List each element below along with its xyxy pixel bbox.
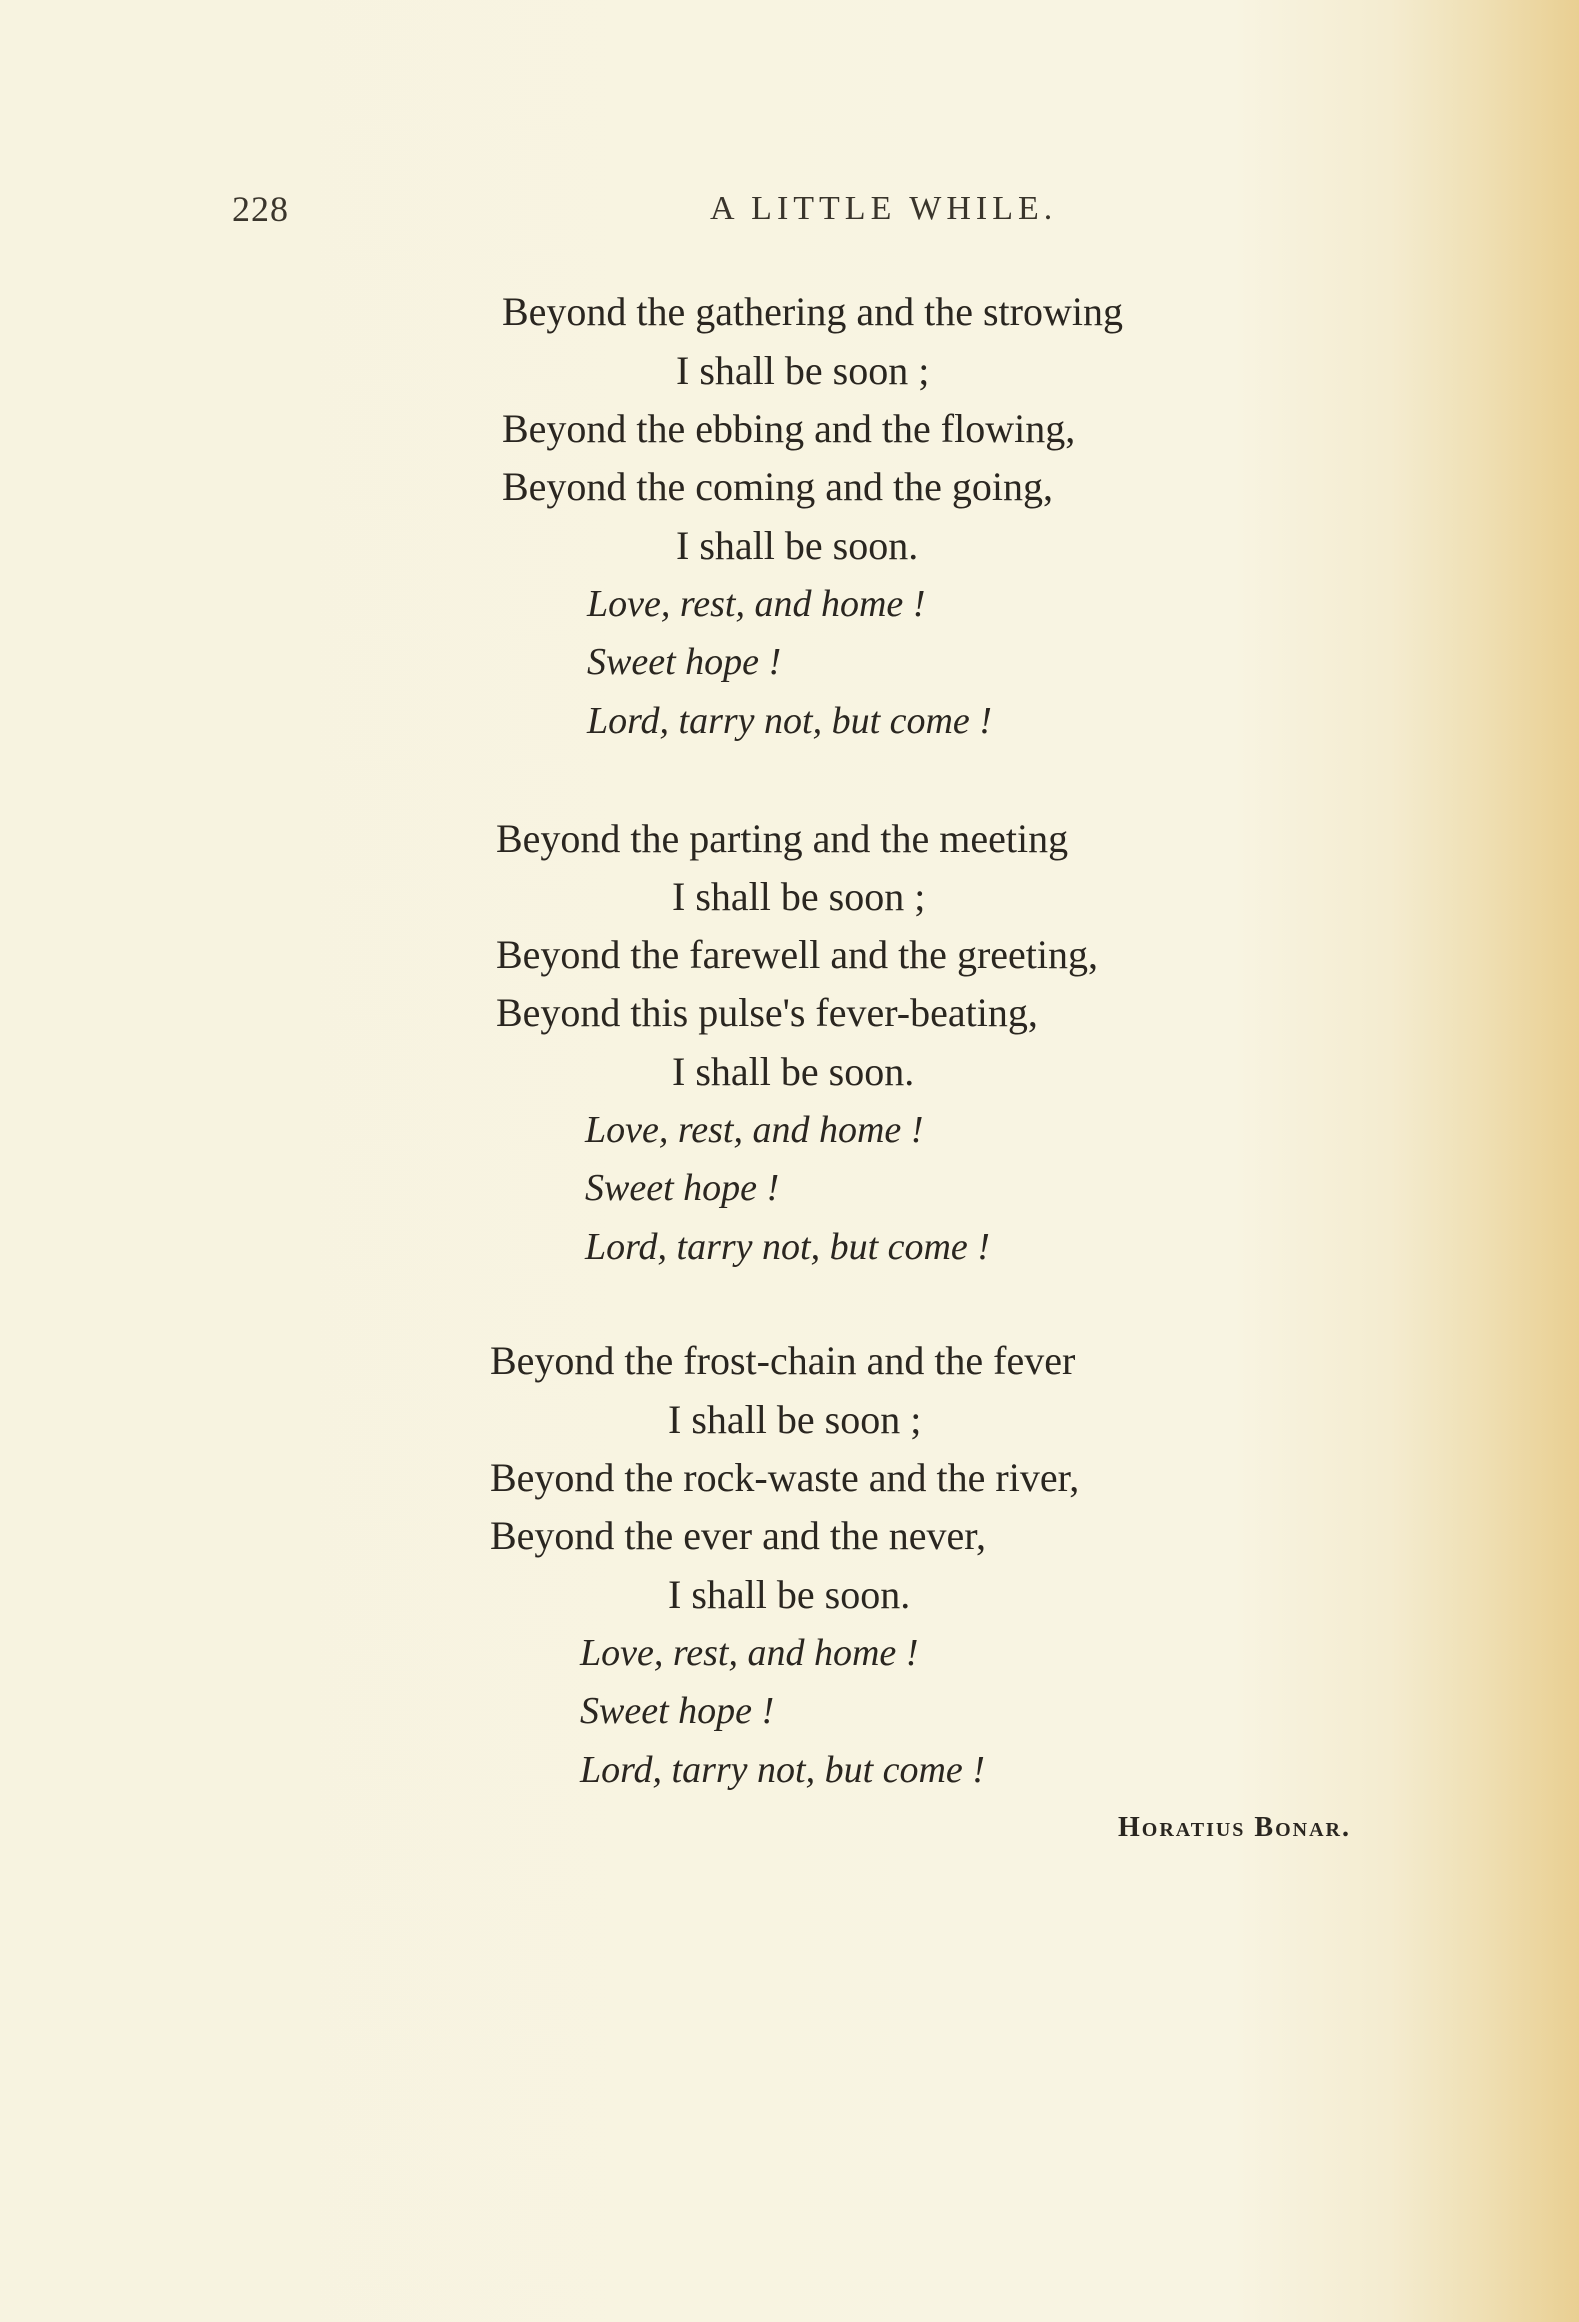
refrain-line: Sweet hope ! xyxy=(585,1167,780,1209)
refrain-line: Sweet hope ! xyxy=(580,1690,775,1732)
poem-line: I shall be soon. xyxy=(672,1049,915,1094)
refrain-line: Lord, tarry not, but come ! xyxy=(585,1226,990,1268)
poem-line: I shall be soon ; xyxy=(668,1397,922,1442)
refrain-line: Love, rest, and home ! xyxy=(585,1109,924,1151)
poem-line: Beyond the ever and the never, xyxy=(490,1513,986,1558)
page-number: 228 xyxy=(232,189,289,229)
poem-line: I shall be soon ; xyxy=(672,874,926,919)
poem-line: I shall be soon. xyxy=(668,1572,911,1617)
refrain-line: Lord, tarry not, but come ! xyxy=(580,1749,985,1791)
refrain-line: Sweet hope ! xyxy=(587,641,782,683)
refrain-line: Love, rest, and home ! xyxy=(587,583,926,625)
poem-line: Beyond this pulse's fever-beating, xyxy=(496,990,1038,1035)
poem-line: Beyond the rock-waste and the river, xyxy=(490,1455,1080,1500)
refrain-line: Lord, tarry not, but come ! xyxy=(587,700,992,742)
poem-line: I shall be soon. xyxy=(676,523,919,568)
poem-line: Beyond the frost-chain and the fever xyxy=(490,1338,1076,1383)
poem-line: Beyond the farewell and the greeting, xyxy=(496,932,1098,977)
poem-line: Beyond the gathering and the strowing xyxy=(502,289,1123,334)
poem-line: I shall be soon ; xyxy=(676,348,930,393)
poem-line: Beyond the parting and the meeting xyxy=(496,816,1069,861)
poem-line: Beyond the coming and the going, xyxy=(502,464,1054,509)
refrain-line: Love, rest, and home ! xyxy=(580,1632,919,1674)
poem-line: Beyond the ebbing and the flowing, xyxy=(502,406,1076,451)
author-attribution: Horatius Bonar. xyxy=(1118,1812,1351,1843)
running-head: A LITTLE WHILE. xyxy=(710,190,1058,227)
